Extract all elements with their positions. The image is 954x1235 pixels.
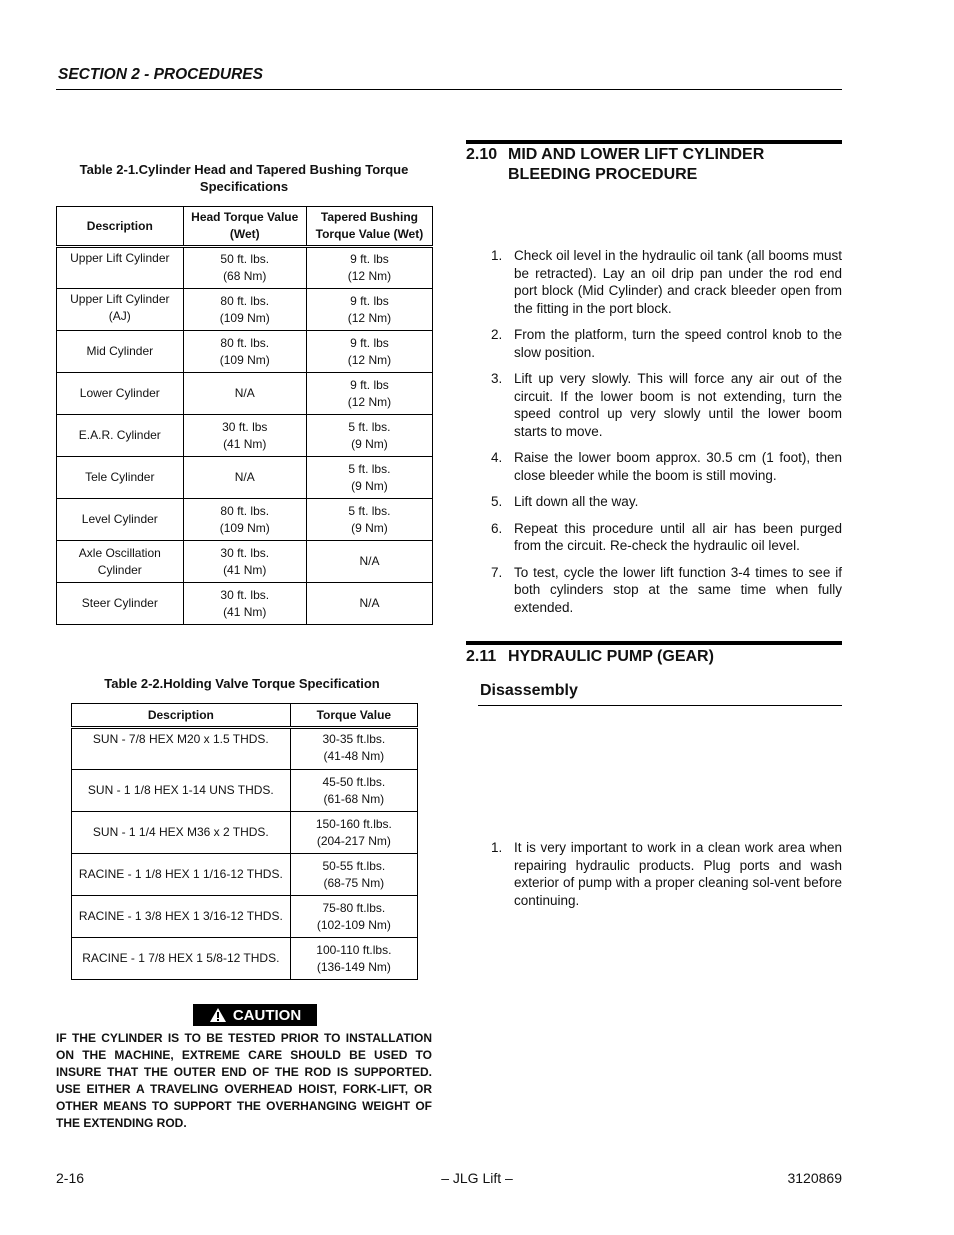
table2-header-1: Torque Value [290,704,417,728]
disassembly-subtitle: Disassembly [480,682,578,699]
section-211-steps [481,839,842,918]
caution-text: IF THE CYLINDER IS TO BE TESTED PRIOR TO INSTALLATION ON THE MACHINE, EXTREME CARE SHOULD BE USED TO INSURE THAT THE OUTER END OF THE ROD IS SUPPORTED. USE EITHER A TRAVELING OVERHEAD HOIST, FORK-LIFT, OR OTHER MEANS TO SUPPORT THE OVERHANGING WEIGHT OF THE EXTENDING ROD. [56,1031,432,1130]
table2-cell: 45-50 ft.lbs. (61-68 Nm) [290,770,417,812]
table-row [57,247,433,289]
table-row [57,373,433,415]
caution-label [193,1004,317,1026]
table2-cell: RACINE - 1 1/8 HEX 1 1/16-12 THDS. [72,854,291,896]
table-row [57,289,433,331]
table2-cell: 75-80 ft.lbs. (102-109 Nm) [290,896,417,938]
table1-cell: 30 ft. lbs. (41 Nm) [183,583,306,625]
list-item-text: It is very important to work in a clean work area when repairing hydraulic products. Plug ports and wash exterior of pump with a proper cleaning sol-vent before continuing. [514,840,842,908]
table2-caption: Table 2-2.Holding Valve Torque Specification [104,676,380,691]
section-210-title-line2: BLEEDING PROCEDURE [508,166,698,183]
table2-cell: SUN - 1 1/4 HEX M36 x 2 THDS. [72,812,291,854]
table-row [72,728,418,770]
table1-cell: 5 ft. lbs. (9 Nm) [306,499,432,541]
list-item-text: Repeat this procedure until all air has been purged from the circuit. Re-check the hydraulic oil level. [514,520,842,553]
list-item-number: 1. [491,840,503,855]
list-item-number: 4. [491,450,503,465]
table2-cell: 50-55 ft.lbs. (68-75 Nm) [290,854,417,896]
warning-triangle-icon [209,1007,227,1023]
table-row [72,938,418,980]
table2-cell: 150-160 ft.lbs. (204-217 Nm) [290,812,417,854]
table-row [57,541,433,583]
table1-caption-line1: Table 2-1.Cylinder Head and Tapered Bushing Torque [79,162,409,177]
table1-cell: 9 ft. lbs (12 Nm) [306,331,432,373]
table-row [57,415,433,457]
table1-cell: N/A [183,457,306,499]
table2-cell: RACINE - 1 7/8 HEX 1 5/8-12 THDS. [72,938,291,980]
table1-cell: N/A [306,541,432,583]
list-item-number: 5. [491,494,503,509]
table2-cell: SUN - 7/8 HEX M20 x 1.5 THDS. [72,728,291,770]
table-row [72,812,418,854]
list-item [481,247,842,317]
table1-cell: 30 ft. lbs. (41 Nm) [183,541,306,583]
list-item-text: Check oil level in the hydraulic oil tank (all booms must be retracted). Lay an oil drip pan under the rod end port block (Mid Cylinder) and crack bleeder open from the fitting in the port block. [514,248,842,316]
table1-cell: E.A.R. Cylinder [57,415,184,457]
list-item [481,520,842,555]
table1-cell: 9 ft. lbs (12 Nm) [306,289,432,331]
table1-cell: 5 ft. lbs. (9 Nm) [306,457,432,499]
table1-cell: 50 ft. lbs. (68 Nm) [183,247,306,289]
table2-header-0: Description [72,704,291,728]
table1-cell: 80 ft. lbs. (109 Nm) [183,499,306,541]
list-item [481,449,842,484]
table1-cell: 9 ft. lbs (12 Nm) [306,247,432,289]
table1-cell: Upper Lift Cylinder [57,247,184,289]
table1-cell: Tele Cylinder [57,457,184,499]
table1-cell: 9 ft. lbs (12 Nm) [306,373,432,415]
table1-caption [58,161,430,195]
table-row [72,896,418,938]
list-item [481,564,842,617]
table1-cell: 80 ft. lbs. (109 Nm) [183,331,306,373]
list-item [481,326,842,361]
table2-cell: 100-110 ft.lbs. (136-149 Nm) [290,938,417,980]
list-item-number: 6. [491,520,503,536]
table2-cell: 30-35 ft.lbs. (41-48 Nm) [290,728,417,770]
section-header: SECTION 2 - PROCEDURES [58,66,263,83]
table1-cell: N/A [306,583,432,625]
list-item-number: 3. [491,371,503,386]
table-row [57,457,433,499]
table1-header-2: Tapered Bushing Torque Value (Wet) [306,207,432,247]
section-211-number: 2.11 [466,648,497,665]
table-row [57,583,433,625]
table-row [72,854,418,896]
section-210-rule [466,140,842,144]
list-item [481,839,842,909]
list-item [481,493,842,511]
table-row [72,770,418,812]
table1-cell: Lower Cylinder [57,373,184,415]
disassembly-rule [478,705,842,706]
table1-cell: Mid Cylinder [57,331,184,373]
section-210-heading [466,145,764,185]
holding-valve-torque-table [71,703,418,980]
table2-cell: SUN - 1 1/8 HEX 1-14 UNS THDS. [72,770,291,812]
section-211-rule [466,641,842,645]
section-210-steps [481,247,842,625]
list-item-text: Raise the lower boom approx. 30.5 cm (1 foot), then close bleeder while the boom is still moving. [514,450,842,483]
cylinder-torque-table [56,206,433,625]
table1-cell: Axle Oscillation Cylinder [57,541,184,583]
table-row [57,499,433,541]
table1-cell: N/A [183,373,306,415]
table1-cell: 80 ft. lbs. (109 Nm) [183,289,306,331]
section-211-title: HYDRAULIC PUMP (GEAR) [508,648,714,665]
section-210-number: 2.10 [466,146,498,163]
list-item [481,370,842,440]
list-item-number: 1. [491,248,503,263]
table1-cell: Level Cylinder [57,499,184,541]
table1-cell: Upper Lift Cylinder (AJ) [57,289,184,331]
table1-cell: 30 ft. lbs (41 Nm) [183,415,306,457]
page-number: 2-16 [56,1170,85,1186]
header-rule [56,89,842,90]
table1-cell: 5 ft. lbs. (9 Nm) [306,415,432,457]
document-number: 3120869 [787,1170,842,1186]
footer-center: – JLG Lift – [441,1170,513,1186]
table-row [57,331,433,373]
list-item-text: To test, cycle the lower lift function 3-4 times to see if both cylinders stop at the same time when fully extended. [514,564,842,615]
list-item-text: From the platform, turn the speed control knob to the slow position. [514,327,842,360]
table1-header-1: Head Torque Value (Wet) [183,207,306,247]
list-item-number: 7. [491,564,503,580]
list-item-text: Lift up very slowly. This will force any air out of the circuit. If the lower boom is not extending, turn the speed control up very slowly until the lower boom starts to move. [514,371,842,439]
table1-cell: Steer Cylinder [57,583,184,625]
section-211-heading [466,647,714,667]
section-210-title-line1: MID AND LOWER LIFT CYLINDER [508,146,765,163]
table2-cell: RACINE - 1 3/8 HEX 1 3/16-12 THDS. [72,896,291,938]
table1-header-0: Description [57,207,184,247]
table1-caption-line2: Specifications [199,179,289,194]
caution-label-text: CAUTION [232,1006,302,1024]
list-item-text: Lift down all the way. [514,494,639,509]
list-item-number: 2. [491,327,503,342]
